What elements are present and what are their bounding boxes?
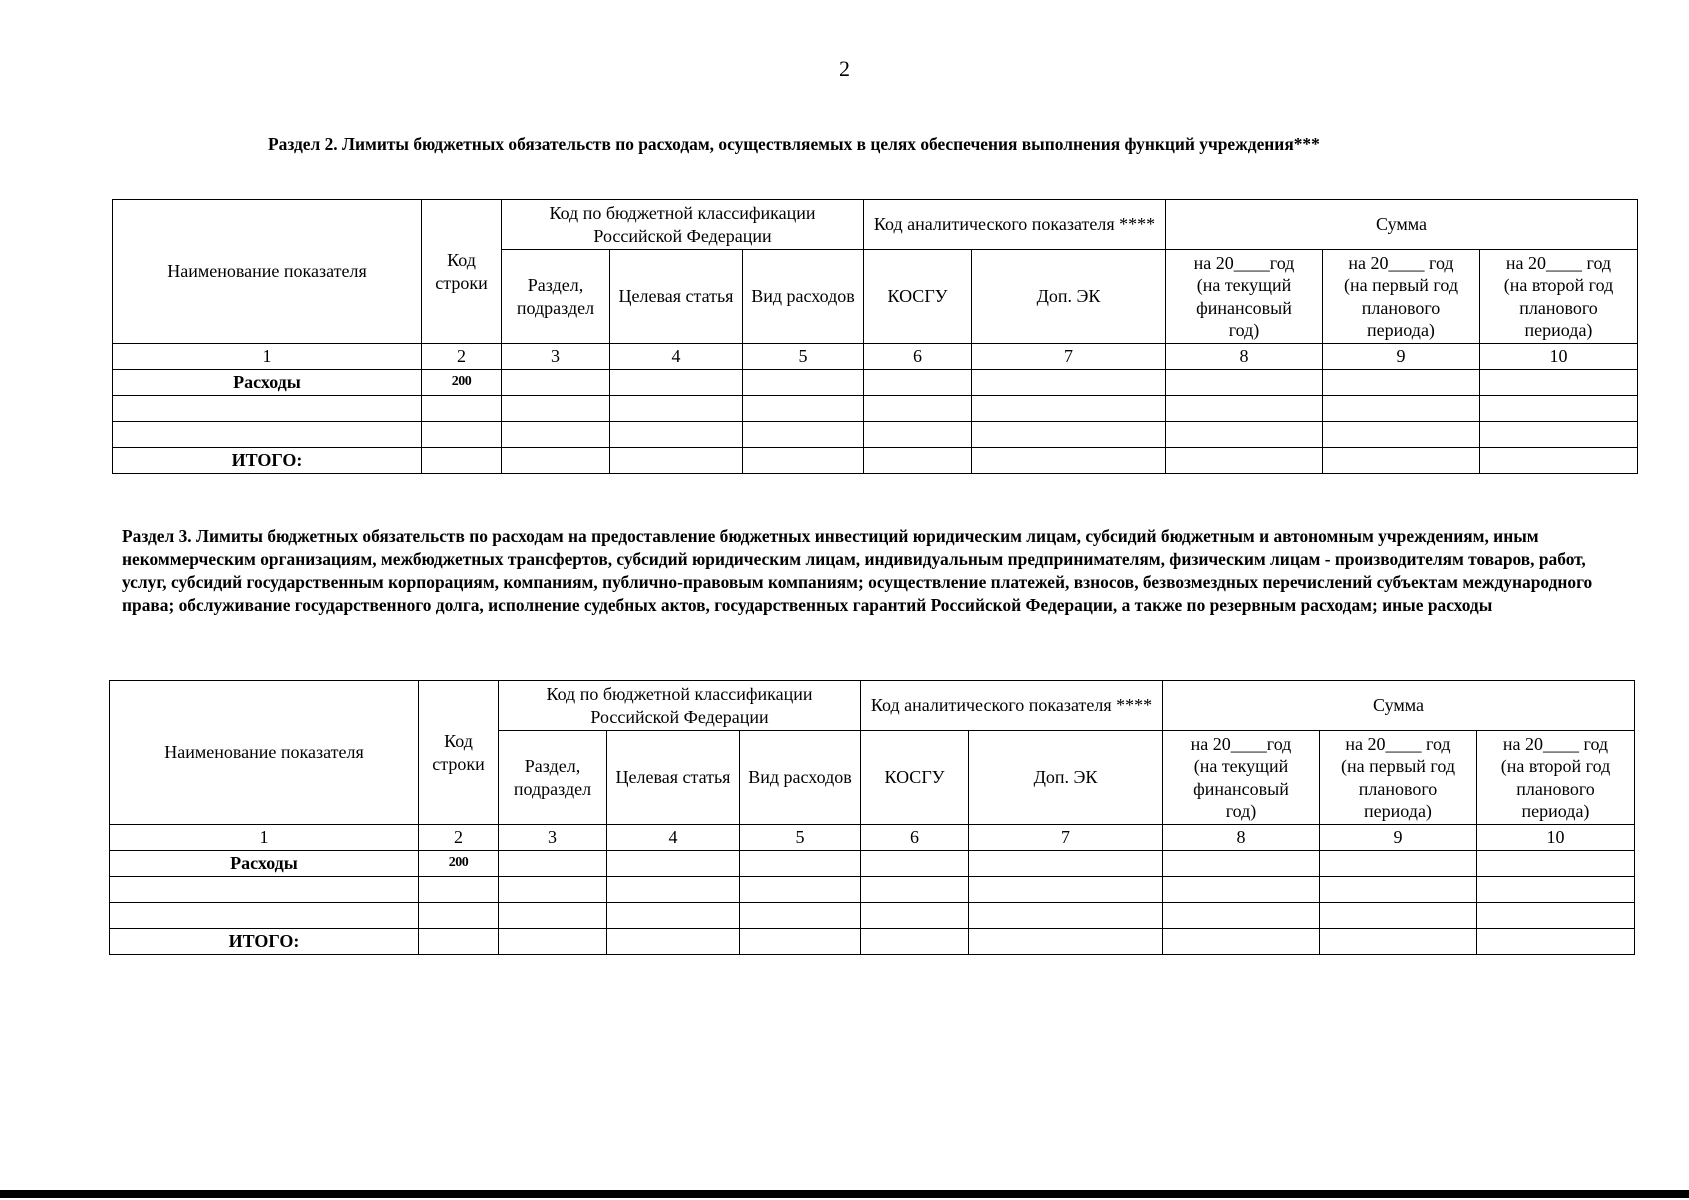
table-row-expenses xyxy=(110,851,1635,877)
section-2-table xyxy=(112,199,1638,474)
table-cell[interactable] xyxy=(499,929,607,955)
table-cell[interactable] xyxy=(1166,396,1323,422)
table-cell[interactable] xyxy=(743,448,864,474)
table-cell[interactable] xyxy=(610,422,743,448)
header-analytic-code: Код аналитического показателя **** xyxy=(864,200,1166,250)
header-analytic-code: Код аналитического показателя **** xyxy=(861,681,1163,731)
table-cell[interactable] xyxy=(110,903,419,929)
table-cell[interactable] xyxy=(969,929,1163,955)
table-cell[interactable] xyxy=(607,903,740,929)
table-cell[interactable] xyxy=(419,929,499,955)
table-cell[interactable] xyxy=(1477,929,1635,955)
header-name: Наименование показателя xyxy=(113,200,422,344)
header-expense-type: Вид расходов xyxy=(743,250,864,344)
table-cell[interactable] xyxy=(607,877,740,903)
col-number: 1 xyxy=(113,344,422,370)
col-number: 5 xyxy=(743,344,864,370)
table-cell[interactable] xyxy=(864,448,972,474)
col-number: 9 xyxy=(1323,344,1480,370)
table-cell[interactable] xyxy=(1166,448,1323,474)
header-kosgu: КОСГУ xyxy=(861,731,969,825)
col-number: 9 xyxy=(1320,825,1477,851)
header-code: Код строки xyxy=(422,200,502,344)
col-number: 1 xyxy=(110,825,419,851)
table-cell[interactable] xyxy=(743,422,864,448)
bottom-border-bar xyxy=(0,1190,1689,1198)
col-number: 8 xyxy=(1166,344,1323,370)
table-row-empty xyxy=(113,396,1638,422)
table-cell[interactable] xyxy=(1166,422,1323,448)
table-cell[interactable] xyxy=(1163,851,1320,877)
table-cell[interactable] xyxy=(1480,396,1638,422)
col-number: 4 xyxy=(610,344,743,370)
table-cell[interactable] xyxy=(1477,903,1635,929)
table-cell[interactable] xyxy=(1320,929,1477,955)
table-cell[interactable] xyxy=(969,903,1163,929)
table-cell[interactable] xyxy=(499,877,607,903)
header-article: Целевая статья xyxy=(607,731,740,825)
table-cell[interactable] xyxy=(743,370,864,396)
header-dop-ek: Доп. ЭК xyxy=(972,250,1166,344)
col-number: 7 xyxy=(972,344,1166,370)
col-number: 3 xyxy=(499,825,607,851)
header-kosgu: КОСГУ xyxy=(864,250,972,344)
header-sum: Сумма xyxy=(1163,681,1635,731)
col-number: 8 xyxy=(1163,825,1320,851)
table-cell[interactable] xyxy=(502,448,610,474)
section-2-title: Раздел 2. Лимиты бюджетных обязательств по расходам, осуществляемых в целях обеспечения выполнения функций учреждения*** xyxy=(268,134,1320,154)
column-numbers-row xyxy=(110,825,1635,851)
table-cell[interactable] xyxy=(610,370,743,396)
row-label: Расходы xyxy=(110,851,419,877)
table-cell[interactable] xyxy=(743,396,864,422)
header-sum-current: на 20____год (на текущий финансовый год) xyxy=(1163,731,1320,825)
table-cell[interactable] xyxy=(740,903,861,929)
header-name: Наименование показателя xyxy=(110,681,419,825)
col-number: 6 xyxy=(864,344,972,370)
row-label-total: ИТОГО: xyxy=(113,448,422,474)
table-cell[interactable] xyxy=(1323,370,1480,396)
header-sum: Сумма xyxy=(1166,200,1638,250)
col-number: 2 xyxy=(419,825,499,851)
header-section: Раздел, подраздел xyxy=(502,250,610,344)
table-cell[interactable] xyxy=(1320,903,1477,929)
table-cell[interactable] xyxy=(419,877,499,903)
column-numbers-row xyxy=(113,344,1638,370)
table-cell[interactable] xyxy=(740,929,861,955)
table-cell[interactable] xyxy=(502,396,610,422)
table-cell[interactable] xyxy=(610,448,743,474)
table-cell[interactable] xyxy=(864,422,972,448)
header-expense-type: Вид расходов xyxy=(740,731,861,825)
header-section: Раздел, подраздел xyxy=(499,731,607,825)
page-number: 2 xyxy=(839,56,850,81)
col-number: 10 xyxy=(1477,825,1635,851)
table-cell[interactable] xyxy=(502,422,610,448)
table-cell[interactable] xyxy=(1166,370,1323,396)
header-sum-current: на 20____год (на текущий финансовый год) xyxy=(1166,250,1323,344)
header-sum-first: на 20____ год (на первый год планового периода) xyxy=(1320,731,1477,825)
header-code: Код строки xyxy=(419,681,499,825)
table-cell[interactable] xyxy=(969,851,1163,877)
header-dop-ek: Доп. ЭК xyxy=(969,731,1163,825)
header-sum-second: на 20____ год (на второй год планового периода) xyxy=(1480,250,1638,344)
table-row-empty xyxy=(110,903,1635,929)
table-cell[interactable] xyxy=(1163,903,1320,929)
col-number: 2 xyxy=(422,344,502,370)
table-cell[interactable] xyxy=(969,877,1163,903)
header-article: Целевая статья xyxy=(610,250,743,344)
table-cell[interactable] xyxy=(110,877,419,903)
table-cell[interactable] xyxy=(610,396,743,422)
table-cell[interactable] xyxy=(1323,448,1480,474)
table-cell[interactable] xyxy=(422,422,502,448)
table-cell[interactable] xyxy=(607,929,740,955)
table-row-total xyxy=(113,448,1638,474)
table-cell[interactable] xyxy=(972,448,1166,474)
table-cell[interactable] xyxy=(972,370,1166,396)
table-row-expenses xyxy=(113,370,1638,396)
table-cell[interactable] xyxy=(1163,877,1320,903)
table-cell[interactable] xyxy=(1477,851,1635,877)
table-cell[interactable] xyxy=(422,396,502,422)
row-label-total: ИТОГО: xyxy=(110,929,419,955)
table-cell[interactable] xyxy=(740,851,861,877)
row-label: Расходы xyxy=(113,370,422,396)
header-budget-classification: Код по бюджетной классификации Российской Федерации xyxy=(499,681,861,731)
table-cell[interactable] xyxy=(113,422,422,448)
table-cell[interactable] xyxy=(1163,929,1320,955)
table-cell[interactable] xyxy=(499,903,607,929)
table-cell[interactable] xyxy=(1480,422,1638,448)
table-cell[interactable] xyxy=(1477,877,1635,903)
header-sum-second: на 20____ год (на второй год планового периода) xyxy=(1477,731,1635,825)
table-row-total xyxy=(110,929,1635,955)
table-row-empty xyxy=(113,422,1638,448)
table-cell[interactable] xyxy=(1320,877,1477,903)
table-cell[interactable] xyxy=(972,422,1166,448)
table-cell[interactable] xyxy=(1320,851,1477,877)
table-cell[interactable] xyxy=(499,851,607,877)
table-cell[interactable] xyxy=(740,877,861,903)
table-cell[interactable] xyxy=(1323,422,1480,448)
col-number: 3 xyxy=(502,344,610,370)
section-3-table xyxy=(109,680,1635,955)
col-number: 6 xyxy=(861,825,969,851)
table-cell[interactable] xyxy=(113,396,422,422)
table-cell[interactable] xyxy=(864,370,972,396)
header-budget-classification: Код по бюджетной классификации Российской Федерации xyxy=(502,200,864,250)
table-cell[interactable] xyxy=(1480,448,1638,474)
table-cell[interactable] xyxy=(861,929,969,955)
table-cell[interactable] xyxy=(864,396,972,422)
table-cell[interactable] xyxy=(861,851,969,877)
table-cell[interactable] xyxy=(972,396,1166,422)
table-row-empty xyxy=(110,877,1635,903)
col-number: 7 xyxy=(969,825,1163,851)
table-cell[interactable] xyxy=(861,877,969,903)
table-cell[interactable] xyxy=(502,370,610,396)
col-number: 10 xyxy=(1480,344,1638,370)
table-cell[interactable] xyxy=(419,903,499,929)
table-cell[interactable] xyxy=(861,903,969,929)
table-cell[interactable] xyxy=(607,851,740,877)
row-code: 200 xyxy=(419,851,499,877)
col-number: 5 xyxy=(740,825,861,851)
section-3-title: Раздел 3. Лимиты бюджетных обязательств по расходам на предоставление бюджетных инвестиций юридическим лицам, субсидий бюджетным и автономным учреждениям, иным некоммерческим организациям, межбюджетных трансфертов, субсидий юридическим лицам, индивидуальным предпринимателям, физическим лицам - производителям товаров, работ, услуг, субсидий государственным корпорациям, компаниям, публично-правовым компаниям; осуществление платежей, взносов, безвозмездных перечислений субъектам международного права; обслуживание государственного долга, исполнение судебных актов, государственных гарантий Российской Федерации, а также по резервным расходам; иные расходы xyxy=(122,526,1593,615)
table-cell[interactable] xyxy=(1480,370,1638,396)
col-number: 4 xyxy=(607,825,740,851)
header-sum-first: на 20____ год (на первый год планового периода) xyxy=(1323,250,1480,344)
row-code: 200 xyxy=(422,370,502,396)
table-cell[interactable] xyxy=(1323,396,1480,422)
table-cell[interactable] xyxy=(422,448,502,474)
